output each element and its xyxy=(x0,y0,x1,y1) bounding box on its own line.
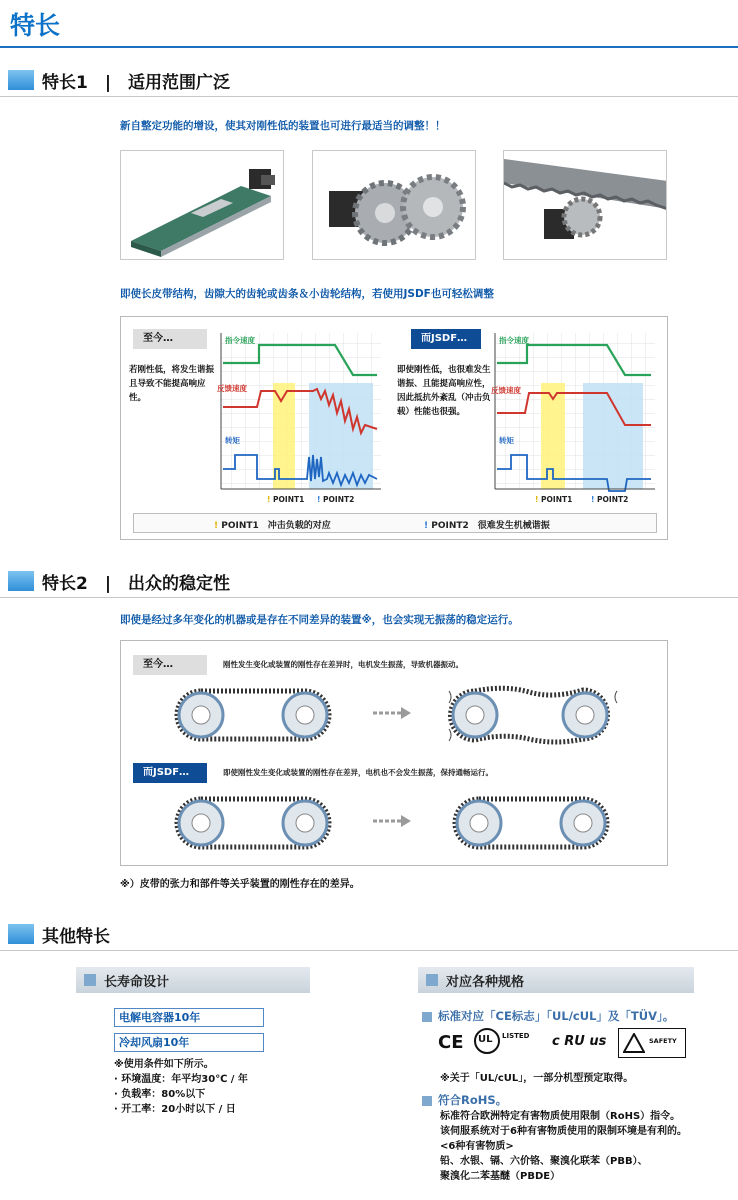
feature2-footnote: ※）皮带的张力和部件等关乎装置的刚性存在的差异。 xyxy=(120,879,360,890)
rack-pinion-image xyxy=(503,150,667,260)
rohs-text-1: 标准符合欧洲特定有害物质使用限制（RoHS）指令。 xyxy=(440,1111,681,1122)
before-waveform-chart xyxy=(217,329,387,509)
command-speed-label: 指令速度 xyxy=(225,336,255,345)
belt-conveyor-image xyxy=(120,150,284,260)
capacitor-life-badge: 电解电容器10年 xyxy=(114,1008,264,1027)
rohs-text-3: <6种有害物质> xyxy=(440,1141,514,1152)
bullet-square-icon xyxy=(422,1096,432,1106)
rohs-text-5: 聚溴化二苯基醚（PBDE） xyxy=(440,1171,561,1182)
before-tag: 至今… xyxy=(133,329,207,349)
command-speed-label-jsdf: 指令速度 xyxy=(499,336,529,345)
feature2-intro: 即使是经过多年变化的机器或是存在不同差异的装置※，也会实现无振荡的稳定运行。 xyxy=(120,614,519,626)
title-rule xyxy=(0,46,738,48)
ul-note: ※关于「UL/cUL」，一部分机型预定取得。 xyxy=(440,1073,634,1084)
section-marker-icon xyxy=(8,924,34,944)
stability-jsdf-text: 即使刚性发生变化或装置的刚性存在差异，电机也不会发生振荡，保持通畅运行。 xyxy=(223,768,493,777)
jsdf-waveform-chart xyxy=(491,329,661,509)
torque-label-jsdf: 转矩 xyxy=(499,436,514,445)
ul-listed-mark-icon: UL LISTED xyxy=(474,1028,544,1058)
feedback-speed-label: 反馈速度 xyxy=(217,384,247,393)
feature1-heading: 特长1 | 适用范围广泛 xyxy=(42,73,231,93)
feedback-speed-label-jsdf: 反馈速度 xyxy=(491,386,521,395)
page-title: 特长 xyxy=(10,11,61,40)
rack-pinion-icon xyxy=(504,151,667,260)
section-marker-icon xyxy=(8,70,34,90)
point2-label-jsdf: ! POINT2 xyxy=(591,495,629,504)
conditions-title: ※使用条件如下所示。 xyxy=(114,1059,214,1070)
stability-before-tag: 至今… xyxy=(133,655,207,675)
arrow-right-icon xyxy=(373,705,413,721)
torque-label: 转矩 xyxy=(225,436,240,445)
legend-point2: ! POINT2 很难发生机械谐振 xyxy=(424,521,550,531)
belt-drive-stable-icon xyxy=(451,793,611,855)
feature2-header xyxy=(0,565,738,599)
feature1-intro: 新自整定功能的增设，使其对刚性低的装置也可进行最适当的调整！！ xyxy=(120,120,446,132)
stability-jsdf-tag: 而JSDF… xyxy=(133,763,207,783)
jsdf-tag: 而JSDF… xyxy=(411,329,481,349)
rohs-title: 符合RoHS。 xyxy=(438,1093,508,1107)
feature2-heading: 特长2 | 出众的稳定性 xyxy=(42,574,231,594)
belt-drive-before-icon xyxy=(173,685,333,747)
before-description: 若刚性低，将发生谐振且导致不能提高响应性。 xyxy=(129,365,215,403)
belt-drive-vibrating-icon xyxy=(445,683,621,749)
point1-label: ! POINT1 xyxy=(267,495,305,504)
condition-uptime: · 开工率：20小时以下 / 日 xyxy=(114,1104,236,1115)
point1-label-jsdf: ! POINT1 xyxy=(535,495,573,504)
stability-before-text: 刚性发生变化或装置的刚性存在差异时，电机发生振荡，导致机器振动。 xyxy=(223,660,463,669)
ru-mark-icon: c RU us xyxy=(552,1034,607,1049)
point-legend xyxy=(133,513,657,533)
standards-line: 标准对应「CE标志」「UL/cUL」及「TÜV」。 xyxy=(438,1009,675,1023)
section-marker-icon xyxy=(8,571,34,591)
jsdf-description: 即使刚性低，也很难发生谐振、且能提高响应性，因此抵抗外紊乱（冲击负载）性能也很强。 xyxy=(397,365,491,417)
condition-temperature: · 环境温度：年平均30℃ / 年 xyxy=(114,1074,248,1085)
rohs-text-4: 铅、水银、镉、六价铬、聚溴化联苯（PBB）、 xyxy=(440,1156,648,1167)
jsdf-waveform-svg xyxy=(491,329,661,509)
point2-label: ! POINT2 xyxy=(317,495,355,504)
long-life-header xyxy=(76,967,310,993)
feature1-header xyxy=(0,64,738,98)
legend-point1: ! POINT1 冲击负载的对应 xyxy=(214,521,331,531)
gear-icon xyxy=(313,151,476,260)
condition-load: · 负载率：80%以下 xyxy=(114,1089,206,1100)
ce-mark-icon: CE xyxy=(438,1032,464,1053)
belt-drive-after-icon xyxy=(173,793,333,855)
rohs-text-2: 该伺服系统对于6种有害物质使用的限制环境是有利的。 xyxy=(440,1126,687,1137)
arrow-right-icon xyxy=(373,813,413,829)
before-waveform-svg xyxy=(217,329,387,509)
gear-image xyxy=(312,150,476,260)
feature1-caption: 即使长皮带结构，齿隙大的齿轮或齿条＆小齿轮结构，若使用JSDF也可轻松调整 xyxy=(120,288,494,300)
other-heading: 其他特长 xyxy=(42,927,110,947)
standards-header xyxy=(418,967,694,993)
standards-title: 对应各种规格 xyxy=(446,975,525,990)
tuv-mark-icon: SAFETY xyxy=(618,1028,686,1058)
bullet-square-icon xyxy=(422,1012,432,1022)
stability-comparison-panel xyxy=(120,640,668,866)
response-comparison-panel xyxy=(120,316,668,540)
long-life-title: 长寿命设计 xyxy=(104,975,170,990)
fan-life-badge: 冷却风扇10年 xyxy=(114,1033,264,1052)
belt-conveyor-icon xyxy=(121,151,284,260)
other-header xyxy=(0,918,738,952)
